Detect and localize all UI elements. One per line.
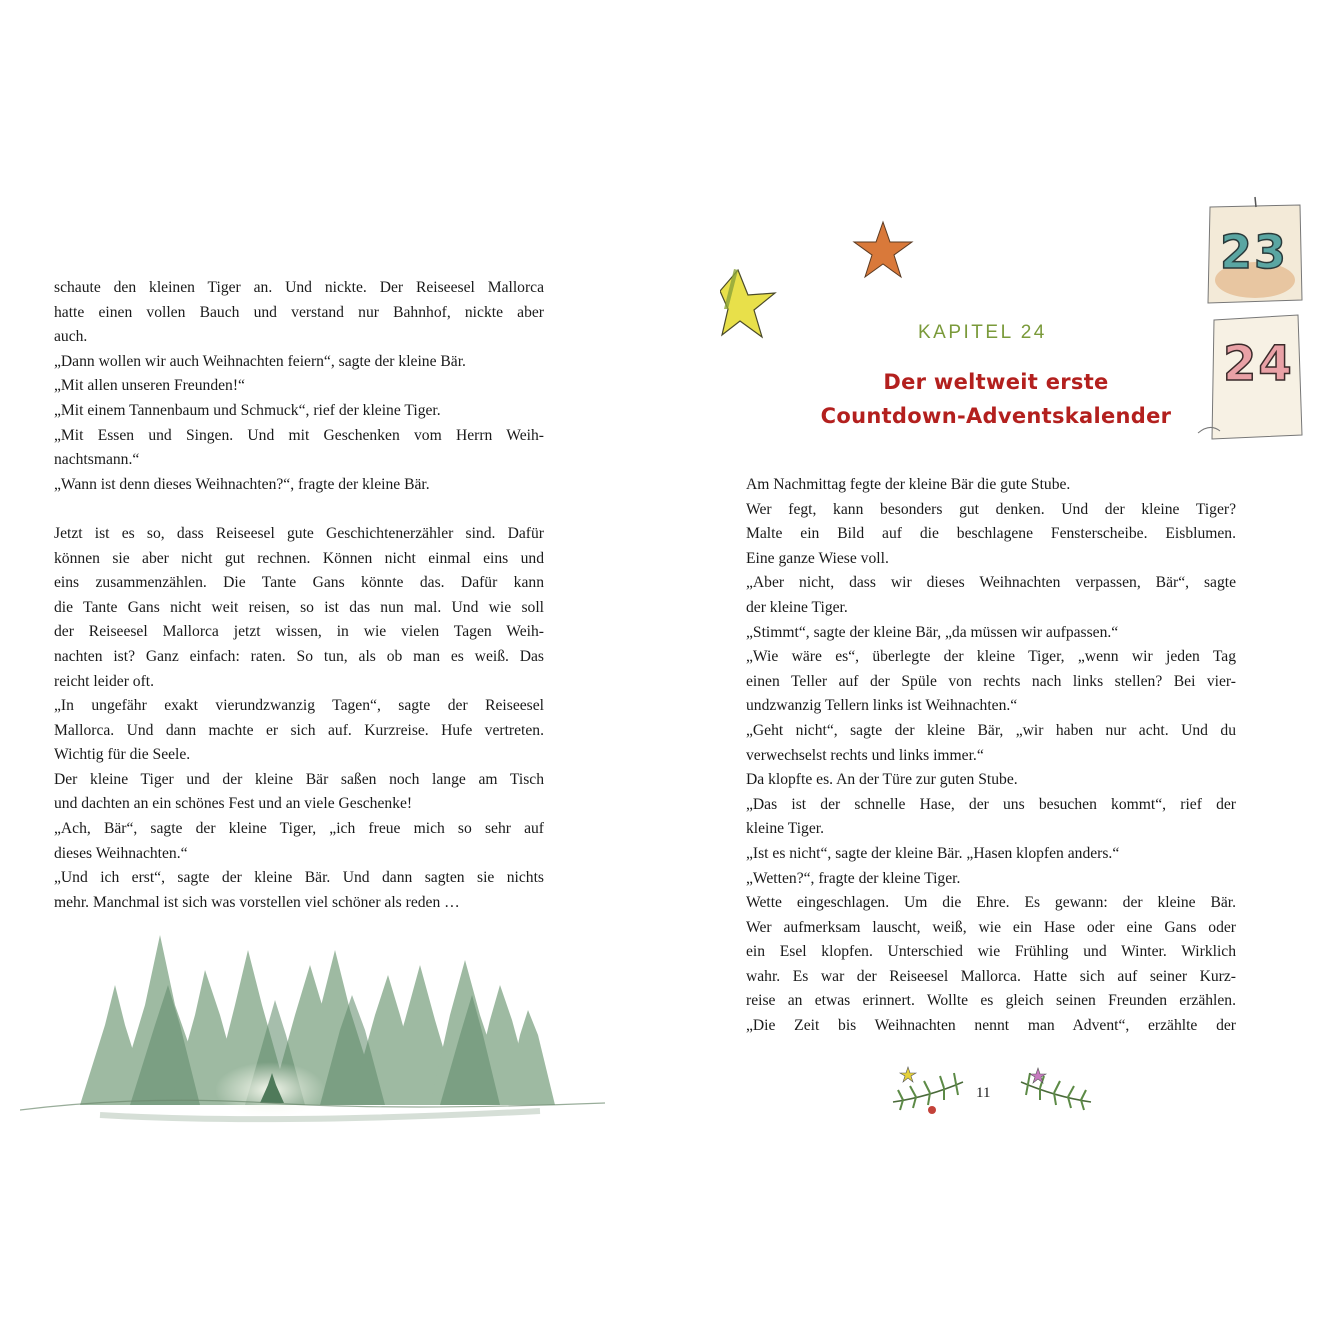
- fir-branch-left-icon: [888, 1062, 968, 1122]
- text-line: „Wetten?“, fragte der kleine Tiger.: [746, 869, 961, 887]
- text-line: wahr. Es war der Reiseesel Mallorca. Hatte sich auf seiner Kurz-: [746, 967, 1236, 985]
- text-line: „Mit allen unseren Freunden!“: [54, 377, 245, 395]
- forest-illustration: [20, 925, 605, 1125]
- text-line: „Aber nicht, dass wir dieses Weihnachten verpassen, Bär“, sagte: [746, 574, 1236, 592]
- text-line: „In ungefähr exakt vierundzwanzig Tagen“, sagte der Reiseesel: [54, 697, 544, 715]
- chapter-title-line2: Countdown-Adventskalender: [820, 404, 1172, 428]
- fir-branch-right-icon: [1016, 1062, 1096, 1122]
- chapter-label: KAPITEL 24: [918, 322, 1047, 343]
- text-line: „Wie wäre es“, überlegte der kleine Tiger, „wenn wir jeden Tag: [746, 648, 1236, 666]
- text-line: „Mit Essen und Singen. Und mit Geschenken vom Herrn Weih-: [54, 426, 544, 444]
- text-line: der Reiseesel Mallorca jetzt wissen, in wie vielen Tagen Weih-: [54, 623, 544, 641]
- left-body-text: [54, 276, 544, 915]
- calendar-number-23: 23: [1220, 225, 1289, 279]
- page-number: 11: [976, 1085, 991, 1101]
- right-page: [660, 0, 1319, 1319]
- text-line: Mallorca. Und dann machte er sich auf. Kurzreise. Hufe vertreten.: [54, 721, 544, 739]
- text-line: der kleine Tiger.: [746, 598, 848, 616]
- text-line: schaute den kleinen Tiger an. Und nickte. Der Reiseesel Mallorca: [54, 279, 544, 296]
- text-line: „Wann ist denn dieses Weihnachten?“, fragte der kleine Bär.: [54, 475, 430, 493]
- text-line: nachten ist? Ganz einfach: raten. So tun, als ob man es weiß. Das: [54, 647, 544, 665]
- text-line: „Das ist der schnelle Hase, der uns besuchen kommt“, rief der: [746, 795, 1236, 813]
- text-line: „Ach, Bär“, sagte der kleine Tiger, „ich freue mich so sehr auf: [54, 820, 544, 838]
- text-line: Der kleine Tiger und der kleine Bär saßen noch lange am Tisch: [54, 770, 544, 788]
- text-line: Wer fegt, kann besonders gut denken. Und der kleine Tiger?: [746, 500, 1236, 518]
- text-line: „Und ich erst“, sagte der kleine Bär. Und dann sagten sie nichts: [54, 869, 544, 887]
- text-line: hatte einen vollen Bauch und verstand nur Bahnhof, nickte aber: [54, 303, 544, 321]
- text-line: „Geht nicht“, sagte der kleine Bär, „wir haben nur acht. Und du: [746, 721, 1236, 739]
- text-line: einen Teller auf der Spüle von rechts nach links stellen? Bei vier-: [746, 672, 1236, 690]
- text-line: Am Nachmittag fegte der kleine Bär die gute Stube.: [746, 476, 1071, 493]
- text-line: und dachten an ein schönes Fest und an viele Geschenke!: [54, 795, 413, 813]
- text-line: „Die Zeit bis Weihnachten nennt man Advent“, erzählte der: [746, 1017, 1236, 1035]
- text-line: nachtsmann.“: [54, 451, 140, 469]
- text-line: „Stimmt“, sagte der kleine Bär, „da müssen wir aufpassen.“: [746, 623, 1119, 641]
- text-line: undzwanzig Tellern links ist Weihnachten.“: [746, 697, 1018, 715]
- text-line: „Dann wollen wir auch Weihnachten feiern“, sagte der kleine Bär.: [54, 352, 466, 370]
- text-line: Wichtig für die Seele.: [54, 746, 191, 764]
- yellow-star-icon: [720, 265, 800, 345]
- text-line: Da klopfte es. An der Türe zur guten Stube.: [746, 771, 1018, 789]
- text-line: „Ist es nicht“, sagte der kleine Bär. „Hasen klopfen anders.“: [746, 844, 1120, 862]
- text-line: reise an etwas erinnert. Wollte es gleich seinen Freunden erzählen.: [746, 992, 1236, 1010]
- text-line: eins zusammenzählen. Die Tante Gans könnte das. Dafür kann: [54, 574, 544, 592]
- text-line: die Tante Gans nicht weit reisen, so ist das nun mal. Und wie soll: [54, 598, 544, 616]
- text-line: auch.: [54, 328, 88, 346]
- text-line: Malte ein Bild auf die beschlagene Fensterscheibe. Eisblumen.: [746, 525, 1236, 543]
- chapter-title-line1: Der weltweit erste: [883, 370, 1109, 394]
- text-line: mehr. Manchmal ist sich was vorstellen viel schöner als reden …: [54, 893, 460, 911]
- text-line: dieses Weihnachten.“: [54, 844, 188, 862]
- orange-star-icon: [852, 220, 914, 282]
- text-line: Wer aufmerksam lauscht, weiß, wie ein Hase oder eine Gans oder: [746, 918, 1236, 936]
- text-line: Wette eingeschlagen. Um die Ehre. Es gewann: der kleine Bär.: [746, 894, 1236, 912]
- text-line: kleine Tiger.: [746, 820, 824, 838]
- text-line: Eine ganze Wiese voll.: [746, 549, 889, 567]
- calendar-number-24: 24: [1223, 336, 1294, 392]
- text-line: Jetzt ist es so, dass Reiseesel gute Geschichtenerzähler sind. Dafür: [54, 524, 544, 542]
- text-line: reicht leider oft.: [54, 672, 155, 690]
- text-line: ein Esel klopfen. Unterschied wie Frühling und Winter. Wirklich: [746, 943, 1236, 961]
- text-line: verwechselst rechts und links immer.“: [746, 746, 984, 764]
- right-body-text: [746, 473, 1236, 1039]
- text-line: „Mit einem Tannenbaum und Schmuck“, rief der kleine Tiger.: [54, 401, 441, 419]
- text-line: können sie aber nicht gut rechnen. Können nicht einmal eins und: [54, 549, 544, 567]
